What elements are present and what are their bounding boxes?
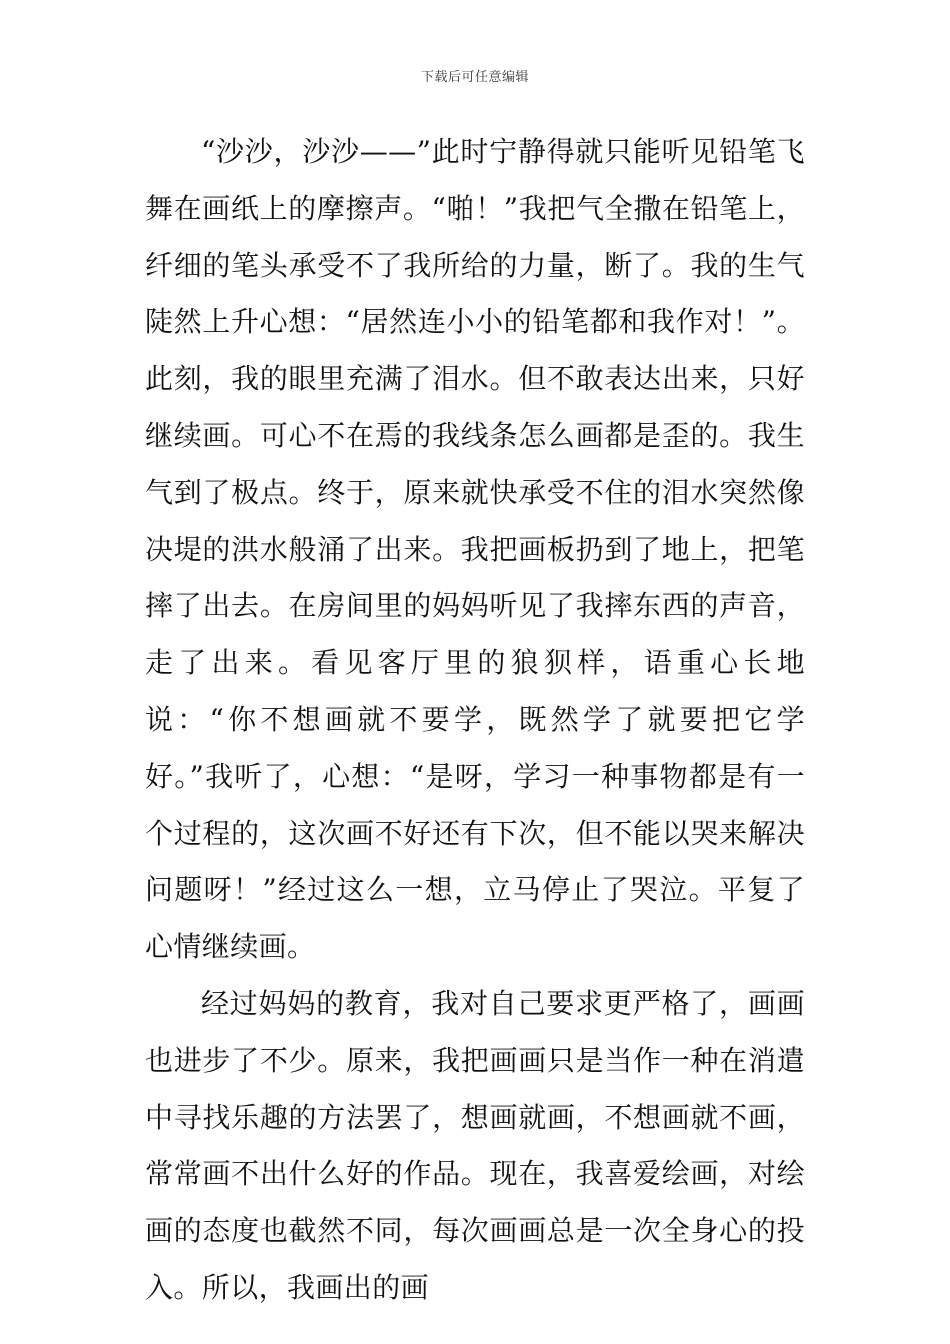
paragraph-2: 经过妈妈的教育，我对自己要求更严格了，画画也进步了不少。原来，我把画画只是当作一种在消遣中寻找乐趣的方法罢了，想画就画，不想画就不画，常常画不出什么好的作品。现在，我喜爱绘画，对绘画的态度也截然不同，每次画画总是一次全身心的投入。所以，我画出的画	[145, 986, 805, 1304]
page-header: 下载后可任意编辑	[420, 70, 529, 85]
document-body	[145, 124, 805, 1317]
paragraph-1: “沙沙，沙沙——”此时宁静得就只能听见铅笔飞舞在画纸上的摩擦声。“啪！”我把气全撒在铅笔上，纤细的笔头承受不了我所给的力量，断了。我的生气陡然上升心想：“居然连小小的铅笔都和我作对！”。此刻，我的眼里充满了泪水。但不敢表达出来，只好继续画。可心不在焉的我线条怎么画都是歪的。我生气到了极点。终于，原来就快承受不住的泪水突然像决堤的洪水般涌了出来。我把画板扔到了地上，把笔摔了出去。在房间里的妈妈听见了我摔东西的声音，走了出来。看见客厅里的狼狈样，语重心长地说：“你不想画就不要学，既然学了就要把它学好。”我听了，心想：“是呀，学习一种事物都是有一个过程的，这次画不好还有下次，但不能以哭来解决问题呀！”经过这么一想，立马停止了哭泣。平复了心情继续画。	[145, 135, 805, 964]
